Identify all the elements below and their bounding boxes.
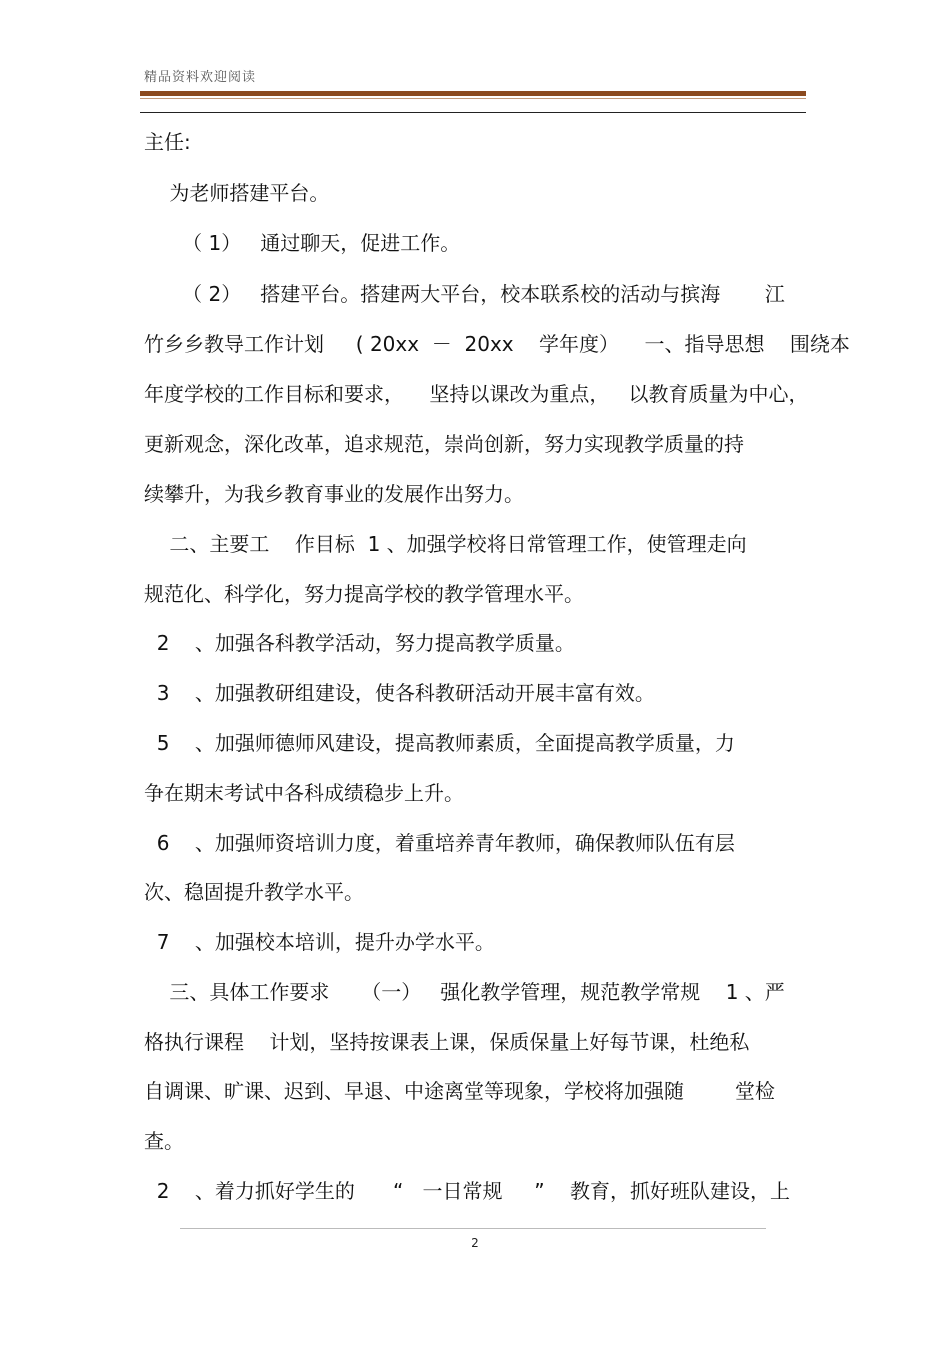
text-line: 二、主要工 作目标 1 、加强学校将日常管理工作，使管理走向: [144, 532, 747, 556]
page-header-label: 精品资料欢迎阅读: [144, 70, 257, 85]
text-line: 次、稳固提升教学水平。: [144, 880, 364, 904]
text-line: 5 、加强师德师风建设，提高教师素质，全面提高教学质量，力: [144, 731, 735, 755]
text-line: 主任:: [144, 130, 191, 154]
text-line: 格执行课程 计划，坚持按课表上课，保质保量上好每节课，杜绝私: [144, 1030, 750, 1054]
text-line: （ 1） 通过聊天，促进工作。: [144, 231, 461, 255]
text-line: 自调课、旷课、迟到、早退、中途离堂等现象，学校将加强随 堂检: [144, 1079, 775, 1103]
text-line: 年度学校的工作目标和要求， 坚持以课改为重点， 以教育质量为中心，: [144, 382, 809, 406]
text-line: 续攀升，为我乡教育事业的发展作出努力。: [144, 482, 524, 506]
text-line: 3 、加强教研组建设，使各科教研活动开展丰富有效。: [144, 681, 655, 705]
page-number: 2: [471, 1236, 479, 1250]
footer-rule: [180, 1228, 766, 1229]
text-line: 6 、加强师资培训力度，着重培养青年教师，确保教师队伍有层: [144, 831, 735, 855]
text-line: 2 、着力抓好学生的 “ 一日常规 ” 教育，抓好班队建设，上: [144, 1179, 791, 1203]
text-line: 竹乡乡教导工作计划 ( 20xx － 20xx 学年度） 一、指导思想 围绕本: [144, 332, 850, 356]
text-line: 规范化、科学化，努力提高学校的教学管理水平。: [144, 582, 584, 606]
text-line: 查。: [144, 1129, 184, 1153]
text-line: 争在期末考试中各科成绩稳步上升。: [144, 781, 464, 805]
text-line: （ 2） 搭建平台。搭建两大平台，校本联系校的活动与摈海 江: [144, 282, 785, 306]
text-line: 2 、加强各科教学活动，努力提高教学质量。: [144, 631, 575, 655]
header-rule-black: [140, 112, 806, 113]
text-line: 更新观念，深化改革，追求规范，崇尚创新，努力实现教学质量的持: [144, 432, 744, 456]
header-rule-thick: [140, 91, 806, 96]
header-rule-thin: [140, 98, 806, 99]
text-line: 三、具体工作要求 （一） 强化教学管理，规范教学常规 1 、严: [144, 980, 785, 1004]
text-line: 为老师搭建平台。: [144, 181, 330, 205]
text-line: 7 、加强校本培训，提升办学水平。: [144, 930, 495, 954]
